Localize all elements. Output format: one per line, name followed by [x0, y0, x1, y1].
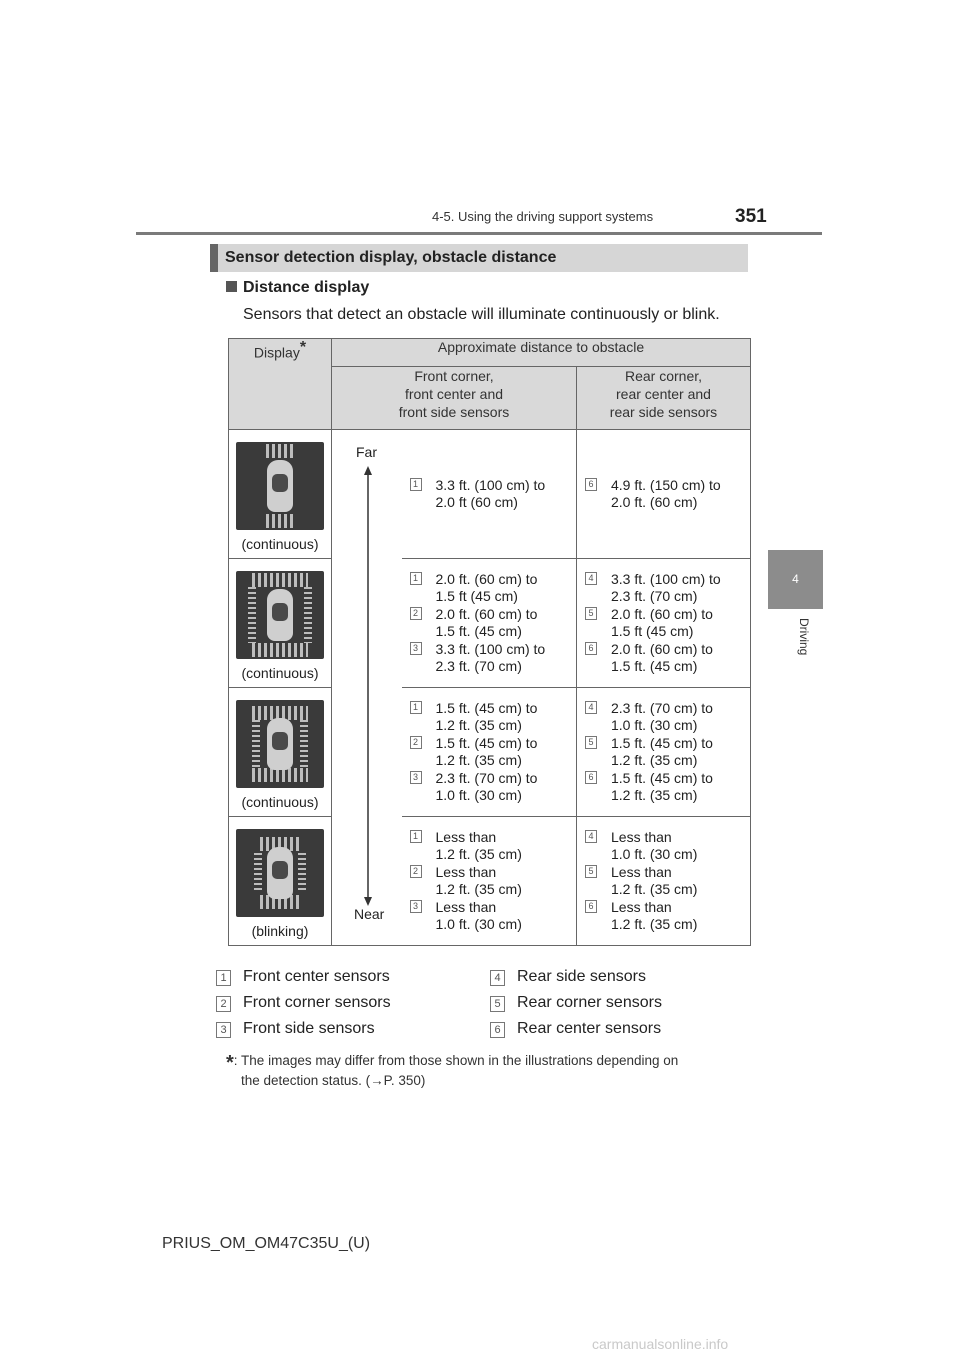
chapter-tab[interactable]: 4 — [768, 550, 823, 609]
subheading-text: Distance display — [243, 279, 370, 296]
table-row — [229, 817, 751, 946]
distance-line: 1.5 ft. (45 cm) to — [611, 770, 713, 786]
distance-header: Approximate distance to obstacle — [332, 339, 751, 367]
sensor-segment-icon — [252, 573, 308, 587]
sensor-number-icon: 6 — [585, 771, 597, 784]
display-state: (continuous) — [241, 794, 319, 810]
display-cell — [229, 559, 332, 688]
distance-line: 2.0 ft. (60 cm) to — [435, 606, 538, 622]
distance-line: 3.3 ft. (100 cm) to — [611, 571, 721, 587]
distance-line: 1.5 ft (45 cm) — [435, 588, 518, 604]
distance-line: 3.3 ft. (100 cm) to — [435, 477, 546, 493]
sensor-segment-icon — [252, 643, 308, 657]
sensor-number-icon: 6 — [585, 642, 597, 655]
display-cell — [229, 817, 332, 946]
display-cell — [229, 430, 332, 559]
distance-line: 2.3 ft. (70 cm) to — [435, 770, 538, 786]
footnote-line: the detection status. (→P. 350) — [241, 1073, 426, 1088]
display-cell — [229, 688, 332, 817]
intro-text: Sensors that detect an obstacle will illuminate continuously or blink. — [243, 306, 720, 323]
document-code: PRIUS_OM_OM47C35U_(U) — [162, 1235, 371, 1252]
rear-values-cell — [577, 688, 751, 817]
distance-line: 1.2 ft. (35 cm) — [435, 717, 522, 733]
distance-line: 1.5 ft. (45 cm) to — [435, 700, 538, 716]
distance-line: 1.2 ft. (35 cm) — [611, 787, 698, 803]
front-values-cell — [402, 559, 577, 688]
near-label: Near — [354, 906, 385, 922]
rear-values-cell — [577, 817, 751, 946]
sensor-number-icon: 2 — [216, 996, 231, 1012]
rear-header-line: rear center and — [616, 386, 711, 402]
distance-line: 1.5 ft. (45 cm) — [435, 623, 522, 639]
distance-line: 1.5 ft. (45 cm) to — [435, 735, 538, 751]
sensor-number-icon: 4 — [585, 701, 597, 714]
display-state: (continuous) — [241, 665, 319, 681]
distance-line: 1.0 ft. (30 cm) — [611, 846, 698, 862]
distance-line: 1.0 ft. (30 cm) — [611, 717, 698, 733]
rear-sensors-header — [577, 367, 751, 430]
asterisk-mark: * — [226, 1052, 234, 1074]
sensor-number-icon: 3 — [216, 1022, 231, 1038]
sensor-segment-icon — [300, 720, 308, 768]
distance-line: Less than — [611, 829, 672, 845]
sensor-number-icon: 5 — [585, 865, 597, 878]
car-icon — [267, 460, 293, 512]
sensor-number-icon: 5 — [585, 607, 597, 620]
sensor-number-icon: 2 — [410, 607, 422, 620]
rear-values-cell — [577, 430, 751, 559]
legend-label: Front side sensors — [243, 1020, 375, 1037]
front-header-line: front side sensors — [398, 404, 510, 420]
table-row — [229, 430, 751, 559]
rear-header-line: rear side sensors — [609, 404, 718, 420]
sensor-number-icon: 1 — [216, 970, 231, 986]
page-number: 351 — [735, 206, 767, 227]
parking-sensor-display-image — [236, 571, 324, 659]
sensor-segment-icon — [304, 587, 312, 643]
display-state: (blinking) — [251, 923, 309, 939]
chapter-label: Driving — [797, 618, 811, 656]
sensor-segment-icon — [266, 444, 294, 458]
sensor-number-icon: 4 — [585, 572, 597, 585]
distance-line: 1.2 ft. (35 cm) — [435, 881, 522, 897]
sensor-number-icon: 5 — [490, 996, 505, 1012]
sensor-number-icon: 6 — [585, 900, 597, 913]
front-header-line: Front corner, — [414, 368, 494, 384]
distance-line: 1.0 ft. (30 cm) — [435, 787, 522, 803]
distance-line: 1.5 ft. (45 cm) to — [611, 735, 713, 751]
parking-sensor-display-image — [236, 442, 324, 530]
sensor-number-icon: 4 — [490, 970, 505, 986]
front-values-cell — [402, 817, 577, 946]
footnote-line: : The images may differ from those shown in the illustrations depending on — [233, 1053, 679, 1068]
sensor-segment-icon — [266, 514, 294, 528]
legend-label: Front center sensors — [243, 968, 390, 985]
car-icon — [267, 589, 293, 641]
sensor-number-icon: 1 — [410, 572, 422, 585]
distance-line: 3.3 ft. (100 cm) to — [435, 641, 546, 657]
sensor-number-icon: 1 — [410, 701, 422, 714]
distance-line: Less than — [611, 899, 672, 915]
sensor-number-icon: 3 — [410, 771, 422, 784]
footnote — [226, 1052, 746, 1090]
front-values-cell — [402, 430, 577, 559]
distance-line: 1.2 ft. (35 cm) — [435, 752, 522, 768]
asterisk-mark: * — [299, 339, 307, 356]
distance-line: 2.3 ft. (70 cm) — [611, 588, 698, 604]
table-row — [229, 688, 751, 817]
distance-line: Less than — [611, 864, 672, 880]
sensor-number-icon: 4 — [585, 830, 597, 843]
sensor-number-icon: 1 — [410, 478, 422, 491]
far-label: Far — [356, 444, 377, 460]
distance-line: 4.9 ft. (150 cm) to — [611, 477, 721, 493]
front-values-cell — [402, 688, 577, 817]
distance-line: 1.2 ft. (35 cm) — [611, 881, 698, 897]
section-heading — [210, 244, 748, 272]
distance-line: 1.0 ft. (30 cm) — [435, 916, 522, 932]
distance-line: 2.0 ft. (60 cm) to — [611, 606, 713, 622]
distance-line: 2.3 ft. (70 cm) to — [611, 700, 713, 716]
sensor-number-icon: 2 — [410, 736, 422, 749]
distance-line: 1.2 ft. (35 cm) — [611, 752, 698, 768]
distance-line: 2.0 ft. (60 cm) — [611, 494, 698, 510]
distance-line: 1.2 ft. (35 cm) — [435, 846, 522, 862]
distance-scale-cell — [332, 430, 402, 946]
sensor-segment-icon — [298, 853, 306, 893]
distance-line: 1.5 ft (45 cm) — [611, 623, 694, 639]
distance-line: 2.0 ft. (60 cm) to — [435, 571, 538, 587]
front-header-line: front center and — [404, 386, 504, 402]
header-rule — [136, 232, 822, 235]
parking-sensor-display-image — [236, 829, 324, 917]
distance-line: Less than — [435, 829, 497, 845]
section-heading-text: Sensor detection display, obstacle distance — [225, 249, 557, 266]
watermark: carmanualsonline.info — [592, 1336, 729, 1352]
legend-label: Front corner sensors — [243, 994, 391, 1011]
distance-line: 1.5 ft. (45 cm) — [611, 658, 698, 674]
distance-line: Less than — [435, 864, 497, 880]
distance-line: 2.3 ft. (70 cm) — [435, 658, 522, 674]
distance-line: 2.0 ft (60 cm) — [435, 494, 518, 510]
legend-label: Rear side sensors — [517, 968, 646, 985]
table-row — [229, 559, 751, 688]
car-icon — [267, 718, 293, 770]
display-header — [229, 339, 332, 430]
sensor-number-icon: 6 — [490, 1022, 505, 1038]
sensor-number-icon: 2 — [410, 865, 422, 878]
display-state: (continuous) — [241, 536, 319, 552]
distance-line: Less than — [435, 899, 497, 915]
square-bullet-icon — [226, 281, 237, 292]
distance-line: 2.0 ft. (60 cm) to — [611, 641, 713, 657]
car-icon — [267, 847, 293, 899]
parking-sensor-display-image — [236, 700, 324, 788]
front-sensors-header — [332, 367, 577, 430]
sensor-number-icon: 1 — [410, 830, 422, 843]
subheading — [226, 279, 369, 297]
sensor-segment-icon — [252, 720, 260, 768]
sensor-segment-icon — [248, 587, 256, 643]
legend-label: Rear corner sensors — [517, 994, 662, 1011]
distance-line: 1.2 ft. (35 cm) — [611, 916, 698, 932]
section-title: 4-5. Using the driving support systems — [432, 209, 654, 224]
sensor-number-icon: 3 — [410, 900, 422, 913]
display-header-text: Display — [253, 344, 300, 361]
sensor-segment-icon — [254, 853, 262, 893]
sensor-number-icon: 3 — [410, 642, 422, 655]
legend-label: Rear center sensors — [517, 1020, 662, 1037]
sensor-number-icon: 6 — [585, 478, 597, 491]
rear-values-cell — [577, 559, 751, 688]
distance-table — [228, 338, 751, 946]
sensor-number-icon: 5 — [585, 736, 597, 749]
far-near-arrow-icon — [362, 466, 374, 906]
rear-header-line: Rear corner, — [624, 368, 703, 384]
sensor-segment-icon — [252, 768, 308, 782]
